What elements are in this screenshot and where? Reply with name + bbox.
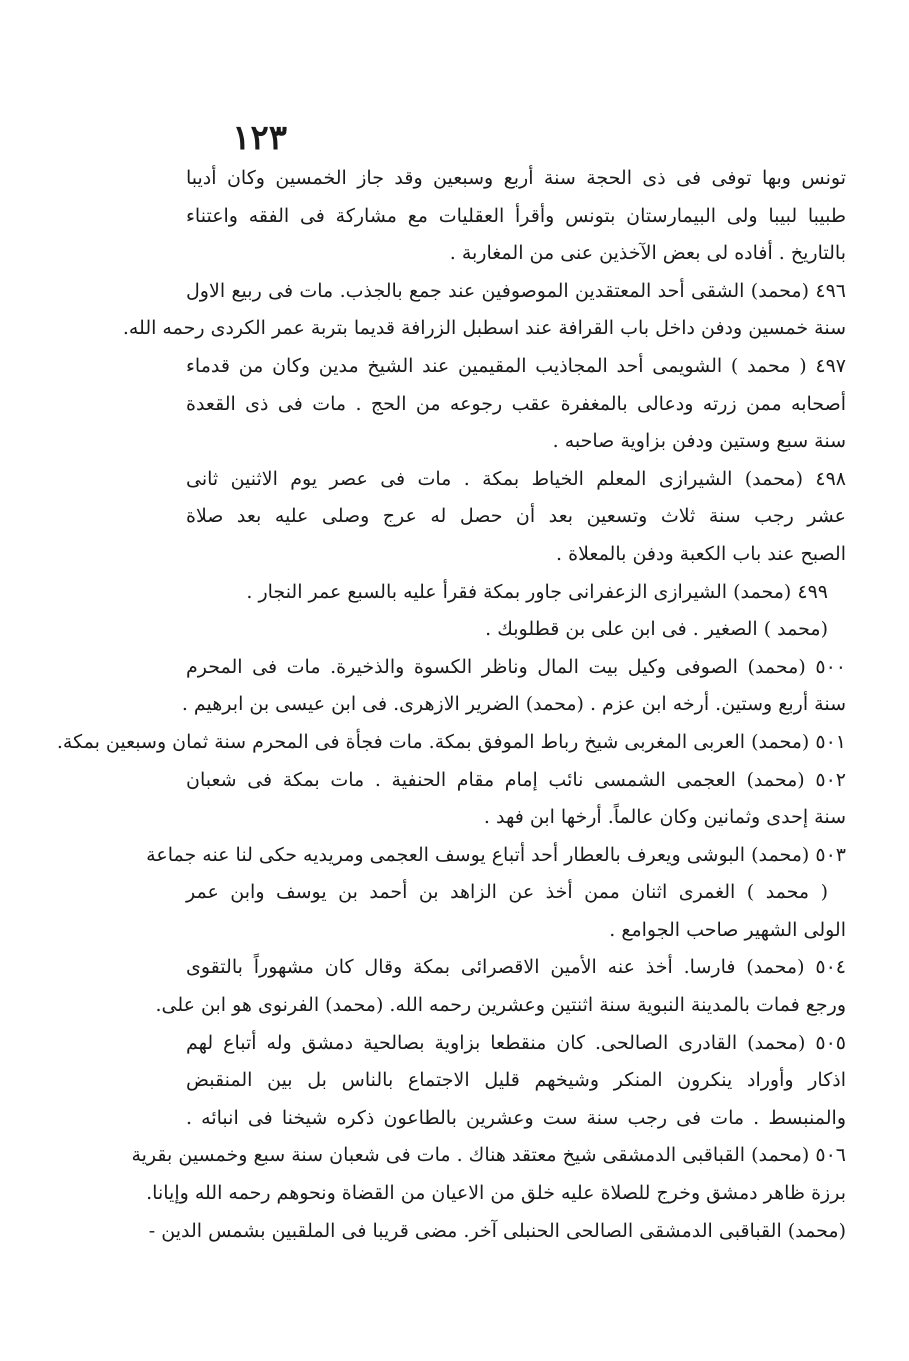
text-line: سنة أربع وستين. أرخه ابن عزم . (محمد) الضرير الازهرى. فى ابن عيسى بن ابرهيم . [181, 693, 846, 716]
text-line: ( محمد ) الغمرى اثنان ممن أخذ عن الزاهد بن أحمد بن يوسف وابن عمر [186, 881, 828, 904]
body-text [56, 160, 846, 1250]
text-line: والمنبسط . مات فى رجب سنة ست وعشرين بالطاعون ذكره شيخنا فى انبائه . [186, 1106, 846, 1129]
text-line: ٥٠٥ (محمد) القادرى الصالحى. كان منقطعا بزاوية بصالحية دمشق وله أتباع لهم [186, 1031, 846, 1054]
text-line: ٥٠٤ (محمد) فارسا. أخذ عنه الأمين الاقصرائى بمكة وقال كان مشهوراً بالتقوى [186, 956, 846, 979]
text-line: ٥٠١ (محمد) العربى المغربى شيخ رباط الموفق بمكة. مات فجأة فى المحرم سنة ثمان وسبعين بمكة. [56, 730, 846, 753]
text-line: سنة سبع وستين ودفن بزاوية صاحبه . [552, 430, 846, 453]
text-line: ورجع فمات بالمدينة النبوية سنة اثنتين وعشرين رحمه الله. (محمد) الفرنوى هو ابن على. [155, 994, 846, 1017]
text-line: سنة إحدى وثمانين وكان عالماً. أرخها ابن فهد . [483, 806, 846, 829]
text-line: طبيبا لبيبا ولى البيمارستان بتونس وأقرأ العقليات مع مشاركة فى الفقه واعتناء [186, 204, 846, 227]
text-line: الصبح عند باب الكعبة ودفن بالمعلاة . [556, 542, 846, 565]
text-line: ٥٠٢ (محمد) العجمى الشمسى نائب إمام مقام الحنفية . مات بمكة فى شعبان [186, 768, 846, 791]
text-line: اذكار وأوراد ينكرون المنكر وشيخهم قليل الاجتماع بالناس بل بين المنقبض [186, 1069, 846, 1092]
text-line: تونس وبها توفى فى ذى الحجة سنة أربع وسبعين وقد جاز الخمسين وكان أديبا [186, 167, 846, 189]
text-line: (محمد ) الصغير . فى ابن على بن قطلوبك . [485, 618, 828, 641]
text-line: ٤٩٦ (محمد) الشقى أحد المعتقدين الموصوفين عند جمع بالجذب. مات فى ربيع الاول [186, 279, 846, 302]
text-line: عشر رجب سنة ثلاث وتسعين بعد أن حصل له عرج وصلى عليه بعد صلاة [186, 505, 846, 528]
text-line: ٥٠٠ (محمد) الصوفى وكيل بيت المال وناظر الكسوة والذخيرة. مات فى المحرم [186, 655, 846, 678]
text-line: الولى الشهير صاحب الجوامع . [609, 918, 846, 941]
text-line: ٥٠٦ (محمد) القباقبى الدمشقى شيخ معتقد هناك . مات فى شعبان سنة سبع وخمسين بقرية [131, 1144, 846, 1167]
text-line: ٤٩٧ ( محمد ) الشويمى أحد المجاذيب المقيمين عند الشيخ مدين وكان من قدماء [186, 354, 846, 377]
page-number: ١٢٣ [232, 118, 287, 158]
text-line: ٤٩٩ (محمد) الشيرازى الزعفرانى جاور بمكة فقرأ عليه بالسبع عمر النجار . [246, 580, 828, 603]
text-line: (محمد) القباقبى الدمشقى الصالحى الحنبلى آخر. مضى قريبا فى الملقبين بشمس الدين - [148, 1219, 846, 1242]
text-line: ٥٠٣ (محمد) البوشى ويعرف بالعطار أحد أتباع يوسف العجمى ومريديه حكى لنا عنه جماعة [146, 843, 846, 866]
text-line: برزة ظاهر دمشق وخرج للصلاة عليه خلق من الاعيان من القضاة ونحوهم رحمه الله وإيانا. [146, 1182, 846, 1205]
text-line: سنة خمسين ودفن داخل باب القرافة عند اسطبل الزرافة قديما بتربة عمر الكردى رحمه الله. [122, 317, 846, 340]
text-line: بالتاريخ . أفاده لى بعض الآخذين عنى من المغاربة . [449, 242, 846, 265]
text-line: أصحابه ممن زرته ودعالى بالمغفرة عقب رجوعه من الحج . مات فى ذى القعدة [186, 392, 846, 415]
text-line: ٤٩٨ (محمد) الشيرازى المعلم الخياط بمكة . مات فى عصر يوم الاثنين ثانى [186, 467, 846, 490]
